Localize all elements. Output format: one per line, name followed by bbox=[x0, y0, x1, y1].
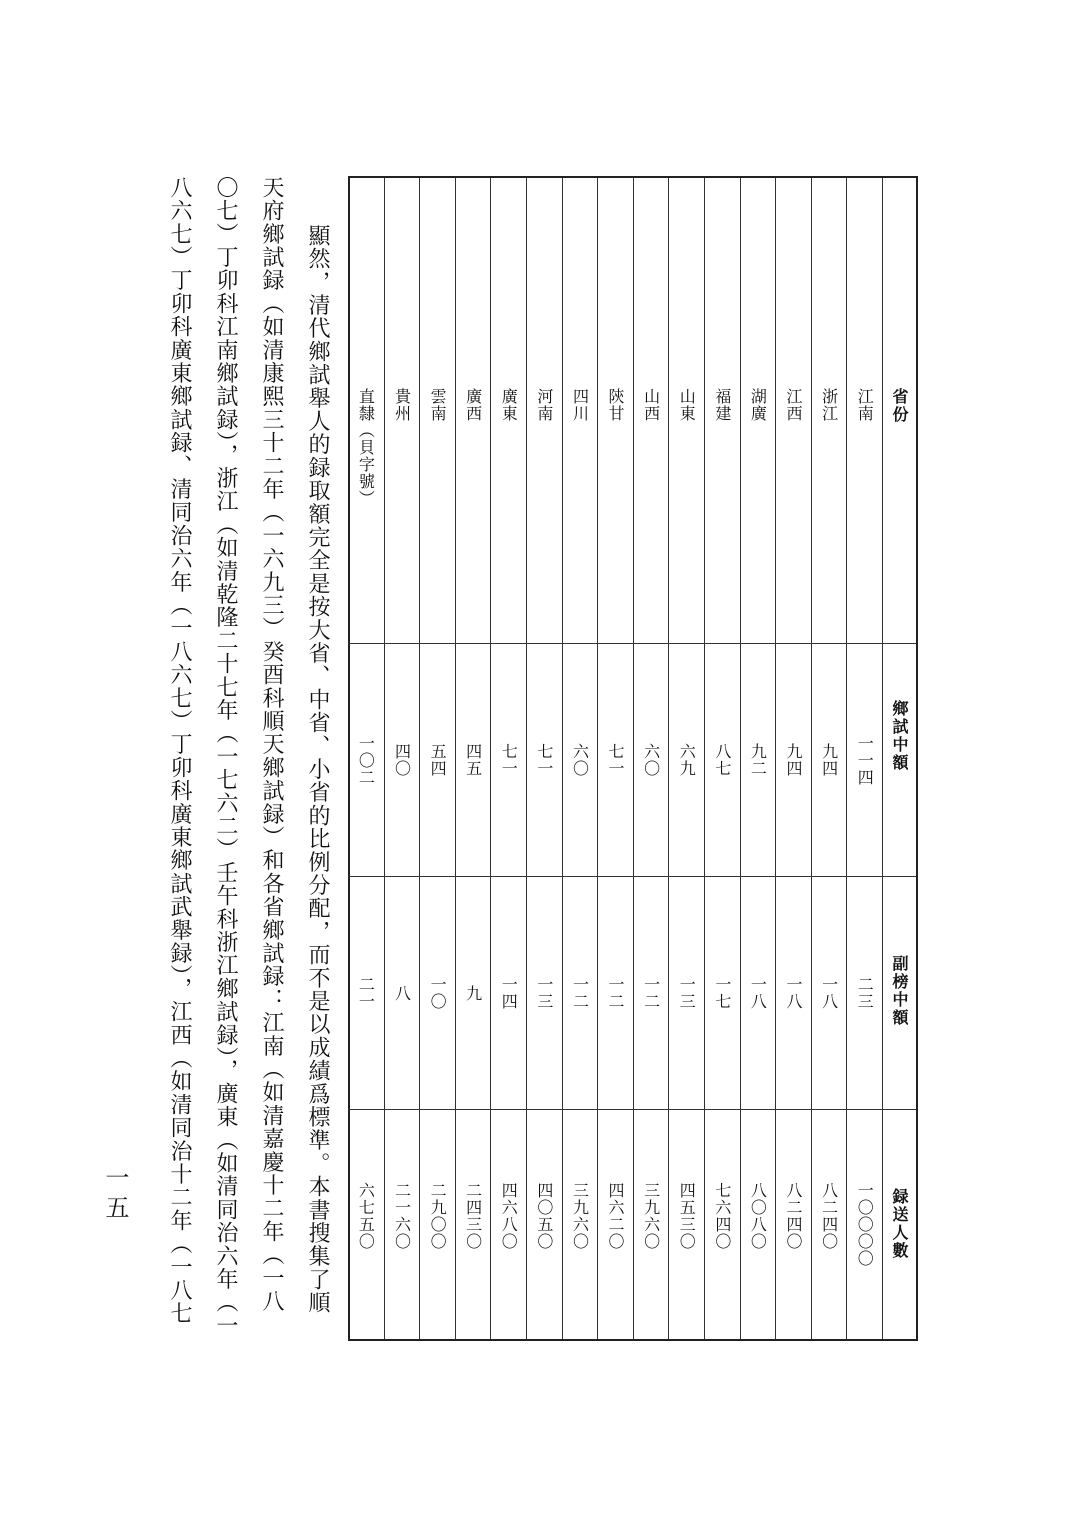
table-row bbox=[455, 178, 491, 1339]
cell-value: 七六四〇 bbox=[712, 1182, 732, 1250]
sent-cell bbox=[705, 1110, 740, 1339]
table-row bbox=[704, 178, 740, 1339]
province-cell bbox=[527, 178, 562, 644]
supplementary-cell bbox=[348, 877, 384, 1110]
supplementary-cell bbox=[527, 877, 562, 1110]
province-cell bbox=[669, 178, 704, 644]
province-cell bbox=[598, 178, 633, 644]
table-row bbox=[526, 178, 562, 1339]
quota-cell bbox=[563, 644, 598, 877]
sent-cell bbox=[491, 1110, 526, 1339]
paragraph-line: 天府鄉試録（如清康熙三十二年（一六九三）癸酉科順天鄉試録）和各省鄉試録：江南（如清嘉慶十二年（一八 bbox=[259, 176, 284, 1313]
cell-value: 山西 bbox=[641, 388, 661, 422]
sent-cell bbox=[634, 1110, 669, 1339]
cell-value: 一二 bbox=[570, 976, 590, 1010]
cell-value: 一一四 bbox=[855, 734, 875, 786]
cell-value: 九 bbox=[463, 984, 483, 1002]
cell-value: 河南 bbox=[534, 388, 554, 422]
cell-value: 三九六〇 bbox=[570, 1182, 590, 1250]
cell-value: 六七五〇 bbox=[356, 1182, 376, 1250]
supplementary-cell bbox=[563, 877, 598, 1110]
quota-cell bbox=[847, 644, 882, 877]
cell-value: 一四 bbox=[499, 976, 519, 1010]
cell-value: 廣東 bbox=[499, 388, 519, 422]
quota-cell bbox=[634, 644, 669, 877]
supplementary-cell bbox=[776, 877, 811, 1110]
province-cell bbox=[456, 178, 491, 644]
table-row bbox=[348, 178, 384, 1339]
paragraph-line: 顯然，清代鄉試舉人的録取額完全是按大省、中省、小省的比例分配，而不是以成績爲標準。本書搜集了順 bbox=[305, 224, 330, 1315]
cell-value: 直隸（貝字號） bbox=[356, 388, 376, 507]
cell-value: 七一 bbox=[499, 743, 519, 777]
table-row bbox=[597, 178, 633, 1339]
province-cell bbox=[776, 178, 811, 644]
cell-value: 貴州 bbox=[392, 388, 412, 422]
cell-value: 六〇 bbox=[570, 743, 590, 777]
table-row bbox=[668, 178, 704, 1339]
cell-value: 四五三〇 bbox=[677, 1182, 697, 1250]
quota-cell bbox=[741, 644, 776, 877]
cell-value: 陝甘 bbox=[606, 388, 626, 422]
cell-value: 湖廣 bbox=[748, 388, 768, 422]
sent-cell bbox=[847, 1110, 882, 1339]
quota-table bbox=[348, 176, 918, 1341]
cell-value: 二一六〇 bbox=[392, 1182, 412, 1250]
cell-value: 四五 bbox=[463, 743, 483, 777]
province-cell bbox=[491, 178, 526, 644]
cell-value: 福建 bbox=[712, 388, 732, 422]
cell-value: 山東 bbox=[677, 388, 697, 422]
cell-value: 九四 bbox=[819, 743, 839, 777]
quota-cell bbox=[456, 644, 491, 877]
cell-value: 雲南 bbox=[428, 388, 448, 422]
cell-value: 江南 bbox=[855, 388, 875, 422]
header-label: 録送人數 bbox=[890, 1188, 909, 1260]
cell-value: 一三 bbox=[677, 976, 697, 1010]
supplementary-cell bbox=[491, 877, 526, 1110]
sent-cell bbox=[812, 1110, 847, 1339]
table-row bbox=[490, 178, 526, 1339]
province-cell bbox=[385, 178, 420, 644]
quota-cell bbox=[527, 644, 562, 877]
sent-cell bbox=[669, 1110, 704, 1339]
cell-value: 八二四〇 bbox=[819, 1182, 839, 1250]
cell-value: 一〇二 bbox=[356, 734, 376, 786]
supplementary-cell bbox=[598, 877, 633, 1110]
table-row bbox=[562, 178, 598, 1339]
province-cell bbox=[705, 178, 740, 644]
header-cell bbox=[883, 877, 916, 1110]
sent-cell bbox=[741, 1110, 776, 1339]
province-cell bbox=[812, 178, 847, 644]
cell-value: 一〇〇〇〇 bbox=[855, 1182, 875, 1267]
supplementary-cell bbox=[420, 877, 455, 1110]
province-cell bbox=[420, 178, 455, 644]
cell-value: 一八 bbox=[784, 976, 804, 1010]
supplementary-cell bbox=[456, 877, 491, 1110]
quota-cell bbox=[705, 644, 740, 877]
supplementary-cell bbox=[669, 877, 704, 1110]
header-label: 省份 bbox=[890, 388, 909, 424]
cell-value: 六〇 bbox=[641, 743, 661, 777]
cell-value: 八 bbox=[392, 984, 412, 1002]
header-label: 鄉試中額 bbox=[890, 700, 909, 772]
cell-value: 五四 bbox=[428, 743, 448, 777]
sent-cell bbox=[385, 1110, 420, 1339]
cell-value: 六九 bbox=[677, 743, 697, 777]
cell-value: 九四 bbox=[784, 743, 804, 777]
quota-cell bbox=[348, 644, 384, 877]
supplementary-cell bbox=[741, 877, 776, 1110]
quota-cell bbox=[420, 644, 455, 877]
cell-value: 二四三〇 bbox=[463, 1182, 483, 1250]
cell-value: 浙江 bbox=[819, 388, 839, 422]
cell-value: 四川 bbox=[570, 388, 590, 422]
quota-cell bbox=[491, 644, 526, 877]
supplementary-cell bbox=[812, 877, 847, 1110]
cell-value: 四〇 bbox=[392, 743, 412, 777]
cell-value: 一二 bbox=[641, 976, 661, 1010]
cell-value: 一〇 bbox=[428, 976, 448, 1010]
sent-cell bbox=[563, 1110, 598, 1339]
sent-cell bbox=[527, 1110, 562, 1339]
body-text bbox=[160, 176, 340, 1346]
cell-value: 江西 bbox=[784, 388, 804, 422]
table-header-row bbox=[882, 178, 916, 1339]
quota-cell bbox=[669, 644, 704, 877]
quota-cell bbox=[598, 644, 633, 877]
cell-value: 一七 bbox=[712, 976, 732, 1010]
province-cell bbox=[634, 178, 669, 644]
table-row bbox=[846, 178, 882, 1339]
cell-value: 一八 bbox=[819, 976, 839, 1010]
cell-value: 一二 bbox=[606, 976, 626, 1010]
cell-value: 八〇八〇 bbox=[748, 1182, 768, 1250]
quota-cell bbox=[776, 644, 811, 877]
cell-value: 四六八〇 bbox=[499, 1182, 519, 1250]
header-cell bbox=[883, 1110, 916, 1339]
sent-cell bbox=[776, 1110, 811, 1339]
sent-cell bbox=[598, 1110, 633, 1339]
cell-value: 廣西 bbox=[463, 388, 483, 422]
cell-value: 二一 bbox=[356, 976, 376, 1010]
supplementary-cell bbox=[847, 877, 882, 1110]
table-row bbox=[811, 178, 847, 1339]
cell-value: 一三 bbox=[534, 976, 554, 1010]
sent-cell bbox=[456, 1110, 491, 1339]
cell-value: 四〇五〇 bbox=[534, 1182, 554, 1250]
province-cell bbox=[563, 178, 598, 644]
paragraph-line: 〇七）丁卯科江南鄉試録），浙江（如清乾隆二十七年（一七六二）壬午科浙江鄉試録），廣東（如清同治六年（一 bbox=[213, 176, 238, 1338]
paragraph-line: 八六七）丁卯科廣東鄉試録、清同治六年（一八六七）丁卯科廣東鄉試武舉録），江西（如清同治十二年（一八七 bbox=[167, 176, 192, 1325]
cell-value: 二三 bbox=[855, 976, 875, 1010]
table-row bbox=[775, 178, 811, 1339]
cell-value: 一八 bbox=[748, 976, 768, 1010]
table-row bbox=[633, 178, 669, 1339]
province-cell bbox=[847, 178, 882, 644]
supplementary-cell bbox=[705, 877, 740, 1110]
header-label: 副榜中額 bbox=[890, 955, 909, 1027]
supplementary-cell bbox=[385, 877, 420, 1110]
quota-cell bbox=[385, 644, 420, 877]
province-cell bbox=[348, 178, 384, 644]
cell-value: 九二 bbox=[748, 743, 768, 777]
supplementary-cell bbox=[634, 877, 669, 1110]
header-cell bbox=[883, 178, 916, 644]
cell-value: 八七 bbox=[712, 743, 732, 777]
table-row bbox=[419, 178, 455, 1339]
header-cell bbox=[883, 644, 916, 877]
quota-cell bbox=[812, 644, 847, 877]
province-cell bbox=[741, 178, 776, 644]
cell-value: 四六二〇 bbox=[606, 1182, 626, 1250]
table-row bbox=[384, 178, 420, 1339]
page-number: 一五 bbox=[101, 1165, 129, 1225]
cell-value: 八二四〇 bbox=[784, 1182, 804, 1250]
cell-value: 七一 bbox=[534, 743, 554, 777]
sent-cell bbox=[348, 1110, 384, 1339]
cell-value: 二九〇〇 bbox=[428, 1182, 448, 1250]
table-row bbox=[740, 178, 776, 1339]
sent-cell bbox=[420, 1110, 455, 1339]
cell-value: 三九六〇 bbox=[641, 1182, 661, 1250]
cell-value: 七一 bbox=[606, 743, 626, 777]
